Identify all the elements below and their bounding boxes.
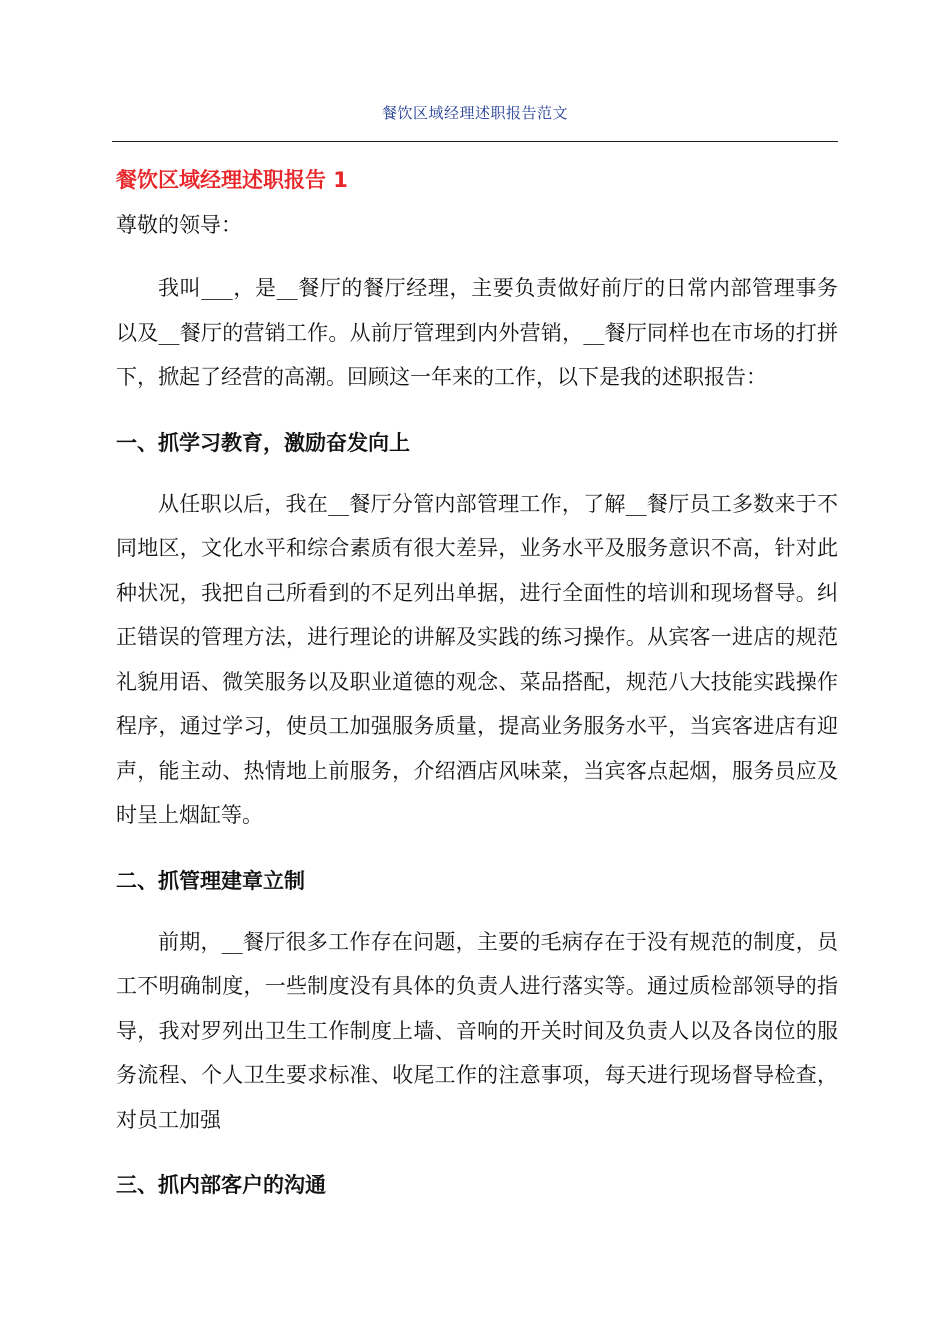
intro-paragraph: 我叫___，是__餐厅的餐厅经理，主要负责做好前厅的日常内部管理事务以及__餐厅的营销工作。从前厅管理到内外营销，__餐厅同样也在市场的打拼下，掀起了经营的高潮。回顾这一年来的工作，以下是我的述职报告： [116, 276, 838, 389]
header-divider [112, 141, 838, 142]
section-heading-1: 一、抓学习教育，激励奋发向上 [116, 430, 410, 455]
section-body-2: 前期，__餐厅很多工作存在问题，主要的毛病存在于没有规范的制度，员工不明确制度，一些制度没有具体的负责人进行落实等。通过质检部领导的指导，我对罗列出卫生工作制度上墙、音响的开关时间及负责人以及各岗位的服务流程、个人卫生要求标准、收尾工作的注意事项，每天进行现场督导检查，对员工加强 [116, 929, 838, 1132]
section-body-1: 从任职以后，我在__餐厅分管内部管理工作，了解__餐厅员工多数来于不同地区，文化水平和综合素质有很大差异，业务水平及服务意识不高，针对此种状况，我把自己所看到的不足列出单据，进行全面性的培训和现场督导。纠正错误的管理方法，进行理论的讲解及实践的练习操作。从宾客一进店的规范礼貌用语、微笑服务以及职业道德的观念、菜品搭配，规范八大技能实践操作程序，通过学习，使员工加强服务质量，提高业务服务水平，当宾客进店有迎声，能主动、热情地上前服务，介绍酒店风味菜，当宾客点起烟，服务员应及时呈上烟缸等。 [116, 491, 838, 827]
running-header: 餐饮区域经理述职报告范文 [381, 104, 568, 122]
salutation: 尊敬的领导： [116, 213, 242, 237]
section-heading-3: 三、抓内部客户的沟通 [116, 1173, 326, 1197]
section-heading-2: 二、抓管理建章立制 [116, 868, 305, 893]
document-title: 餐饮区域经理述职报告 1 [116, 168, 348, 192]
document-body [116, 150, 838, 1224]
